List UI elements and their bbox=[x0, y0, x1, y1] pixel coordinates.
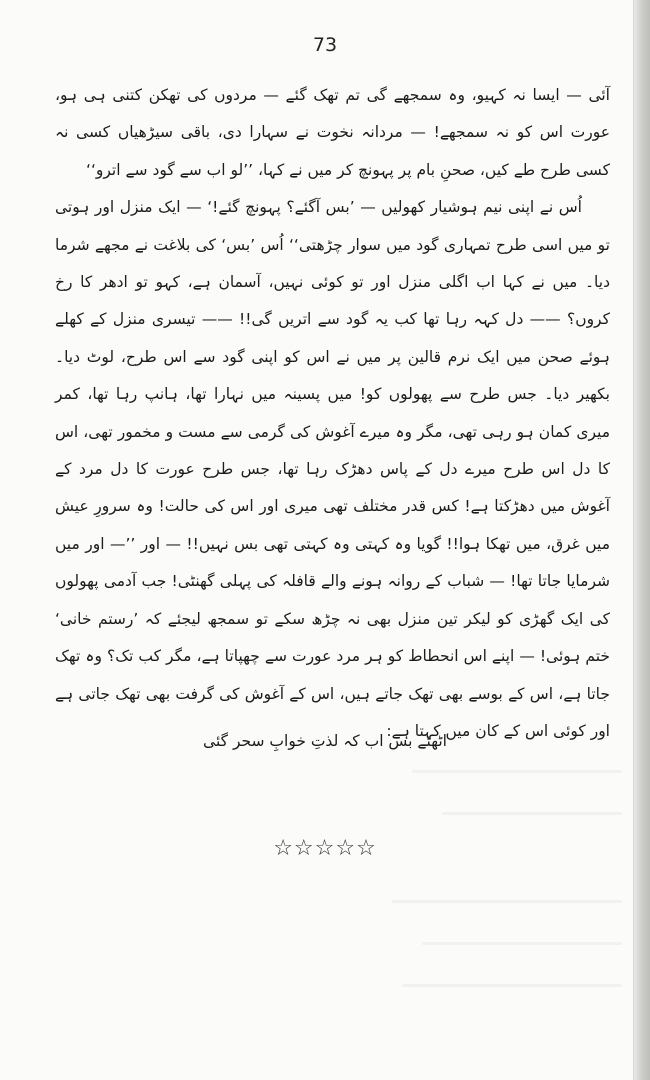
section-separator-stars: ☆☆☆☆☆ bbox=[273, 836, 377, 861]
show-through-text bbox=[392, 900, 622, 903]
body-text bbox=[55, 77, 610, 750]
page-number: 73 bbox=[312, 34, 338, 56]
show-through-text bbox=[442, 812, 622, 815]
show-through-text bbox=[412, 770, 622, 773]
closing-verse: اٹھئے بس اب کہ لذتِ خوابِ سحر گئی bbox=[203, 732, 447, 750]
book-spine-shadow bbox=[634, 0, 650, 1080]
paragraph: اُس نے اپنی نیم ہوشیار کھولیں — ’بس آگئے؟ پہونچ گئے!‘ — ایک منزل اور ہوتی تو میں اسی طرح تمہاری گود میں سوار چڑھتی‘‘ اُس ’بس‘ کی بلاغت نے مجھے شرما دیا۔ میں نے کہا اب اگلی منزل اور تو کوئی نہیں، آسمان ہے، کہو تو ادھر کا رخ کروں؟ —— دل کہہ رہا تھا کب یہ گود سے اتریں گی!! —— تیسری منزل کے کھلے ہوئے صحن میں ایک نرم قالین پر میں نے اس کو اپنی گود سے اس طرح، لوٹ دیا۔ بکھیر دیا۔ جس طرح سے پھولوں کو! میں پسینہ میں نہارا تھا، ہانپ رہا تھا، کمر میری کمان ہو رہی تھی، مگر وہ میرے آغوش کی گرمی سے مست و مخمور تھی، اس کا دل اس طرح میرے دل کے پاس دھڑک رہا تھا، جس طرح عورت کا دل مرد کے آغوش میں دھڑکتا ہے! کس قدر مختلف تھی میری اور اس کی حالت! وہ سرورِ عیش میں غرق، میں تھکا ہوا!! گویا وہ کہتی وہ کہتی تھی بس نہیں!! — اور ’’— اور میں شرمایا جاتا تھا! — شباب کے روانہ ہونے والے قافلہ کی پہلی گھنٹی! جب آدمی پھولوں کی ایک گھڑی کو لیکر تین منزل بھی نہ چڑھ سکے تو سمجھ لیجئے کہ ’رستم خانی‘ ختم ہوئی! — اپنے اس انحطاط کو ہر مرد عورت سے چھپاتا ہے، مگر کب تک؟ وہ تھک جاتا ہے، اس کے بوسے بھی تھک جاتے ہیں، اس کے آغوش کی گرفت بھی تھک جاتی ہے اور کوئی اس کے کان میں کہتا ہے: bbox=[55, 198, 610, 740]
paragraph: آئی — ایسا نہ کہیو، وہ سمجھے گی تم تھک گئے — مردوں کی تھکن کتنی ہی ہو، عورت اس کو نہ سمجھے! — مردانہ نخوت نے سہارا دی، باقی سیڑھیاں کسی نہ کسی طرح طے کیں، صحنِ بام پر پہونچ کر میں نے کہا، ’’لو اب سے گود سے اترو‘‘ bbox=[55, 86, 610, 179]
show-through-text bbox=[402, 984, 622, 987]
show-through-text bbox=[422, 942, 622, 945]
